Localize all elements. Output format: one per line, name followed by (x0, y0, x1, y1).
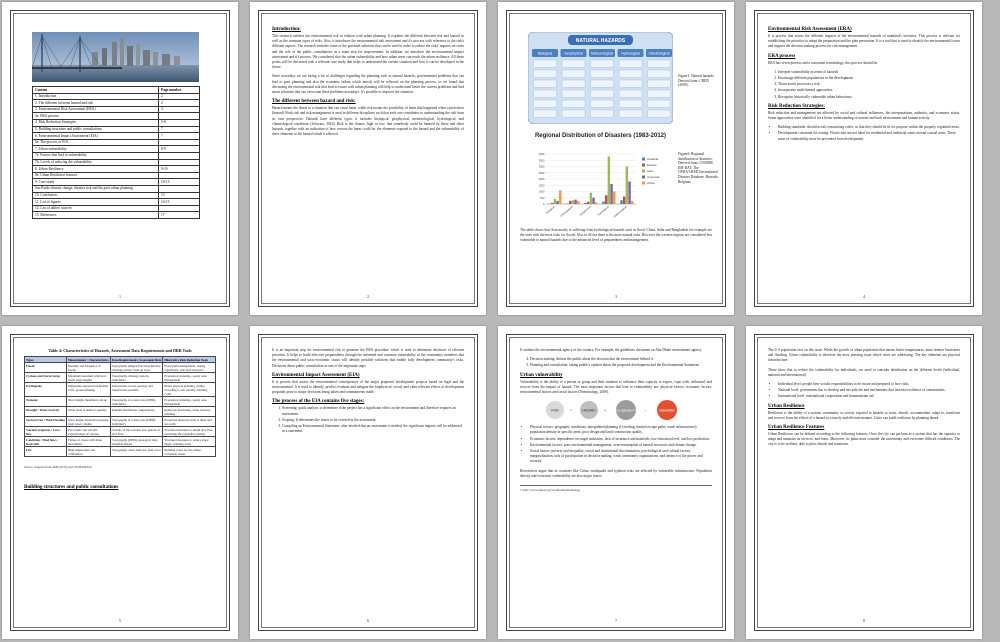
toc-entry: 7a. Factors that lead to vulnerability (33, 152, 159, 159)
toc-row (33, 126, 200, 133)
toc-body (33, 93, 200, 218)
section-heading: Urban vulnerability (520, 372, 563, 378)
legend-swatch (642, 176, 645, 179)
vulnerability-levels-list (768, 382, 960, 400)
table-cell: Water level of shallow aquifers (67, 407, 111, 417)
hazard-subtype-box (648, 70, 671, 78)
table-cell: Flood plain management, zoning regulations, structural measures (163, 363, 216, 373)
toc-page: 13 (159, 192, 200, 199)
table-header-cell: Illustrative Risk Reduction Tools (163, 357, 216, 363)
table-row (25, 407, 216, 417)
list-item: 5. Recognise historically vulnerable urban behaviours. (778, 95, 960, 100)
table-cell: Magnitude expressed on Richter scale, ground shaking (67, 383, 111, 397)
table-cell: Pyroclastic and ash fall, explosiveness of volcano (67, 427, 111, 437)
table-row (25, 363, 216, 373)
toc-entry: 6a. The process of EIA (33, 139, 159, 146)
page-number: 7 (615, 618, 617, 623)
table-cell: Topography, drainage pattern, bathymetry (111, 373, 163, 383)
paragraph: It is process that assess the different impacts of the environmental hazards of mankind's activities. This process is relevant for establishing the priorities to adopt the preparation and the plan prevention. It is a tool that is used to identify the environmental issues and support the decision making process for risk management. (768, 34, 960, 49)
legend-swatch (642, 182, 645, 185)
list-item: 2. Scoping: It determines the issues to be covered in the assessment. (282, 418, 464, 423)
table-header-cell: Measurement / Characteristics (68, 357, 109, 362)
hazard-subtype-box (534, 100, 557, 108)
y-tick-label: 3500 (538, 159, 545, 163)
table-title: Table 4: Characteristics of Hazards, Assessment Data Requirements and DRR Tools (48, 348, 192, 353)
hazard-subtype-box (562, 70, 585, 78)
hazard-subtype-box (648, 110, 671, 118)
chart-bar (613, 192, 615, 205)
toc-entry: Sao Paulo-climate change, disaster risk and the poor urban planning (33, 185, 159, 192)
paragraph: It is an important step for environmental risk to generate the ERA procedure which is used to determine decisions of relevant priorities. It helps to build effective preparedness through the informed and common vulnerability of the community members that the environmental and socio-economic status will identify possible solutions that enable fully development community's risks. Decisions about public consultation as one of the important steps. (272, 348, 464, 368)
page-6 (250, 326, 486, 639)
paragraph: The table shows that Asia mostly is suffering from hydrological hazards such as flood. China, India and Bangladesh for example are the ones with the most risks for floods. Also in Africa there is the most natural risks. However the western regions are considered less vulnerable to natural hazards due to the advanced level of preparedness and management. (520, 228, 712, 243)
table-cell: Better physical planning, zoning according to soil stability, building codes (163, 383, 216, 397)
toc-entry: 6. Environmental Impact Assessment (EIA) (33, 133, 159, 140)
times-sign: × (603, 407, 607, 413)
table-cell: Topography (DEM), geological data, landslide hazard (111, 437, 163, 447)
footnote: 1 https://www.unisdr.org/we/inform/terminology (520, 485, 712, 492)
table-cell: Structural measures to shield lava flow, restricting the population density (163, 427, 216, 437)
hazard-subtype-box (562, 110, 585, 118)
chart-bar (610, 184, 612, 204)
toc-row (33, 199, 200, 206)
toc-row (33, 119, 200, 126)
table-cell: Structural measures to reduce slope angle, retaining walls (163, 437, 216, 447)
table-cell: Landslides / Mud flows / Rock falls (25, 437, 67, 447)
table-cell: Rainwater harvesting, water resource planning (163, 407, 216, 417)
list-item: 3. Compiling an Environmental Statement: after decided that an assessment is needed, the significant impacts will be addressed in a statement. (282, 424, 464, 434)
hazard-subtype-box (591, 60, 614, 68)
table-row (25, 427, 216, 437)
y-tick-label: 1500 (538, 184, 545, 188)
hazard-subtype-box (648, 100, 671, 108)
chart-bar (626, 167, 628, 205)
toc-row (33, 152, 200, 159)
list-item: 4. Decision making: Inform the public about the decision that the environment behind it. (530, 357, 712, 362)
y-tick-label: 3000 (538, 165, 545, 169)
chart-bar (577, 201, 579, 204)
hazard-subtype-box (619, 110, 642, 118)
table-cell: Drought / Water Scarcity (25, 407, 67, 417)
table-body (25, 363, 216, 457)
toc-row (33, 185, 200, 192)
table-of-contents (32, 86, 200, 219)
toc-entry: 1. Introduction (33, 93, 159, 100)
list-item: • Individual level: people have to take responsibilities to be aware and prepared to face risks. (778, 382, 960, 387)
toc-row (33, 106, 200, 113)
hazard-subtype-box (534, 110, 557, 118)
paragraph: Researchers argue that in countries like China, earthquake and typhoon risks are affected by vulnerable infrastructure. Population density and economic vulnerability are also major issues. (520, 468, 712, 478)
section-heading: Urban Resilience (768, 403, 805, 409)
list-item: • Economic factors: dependence on single industries, lack of insurance and materials, low education level, and low production. (530, 437, 712, 442)
table-cell: Volcanic eruptions / Lava flow (25, 427, 67, 437)
toc-page: 8-9 (159, 146, 200, 153)
toc-page (159, 205, 200, 212)
table-cell: Building codes for fire safety, accessible routes (163, 447, 216, 457)
hazard-subtype-box (591, 70, 614, 78)
chart-bar (628, 182, 630, 205)
hazard-group-label: Meteorological (590, 51, 614, 56)
toc-row (33, 179, 200, 186)
table-cell: Tsunami (25, 397, 67, 407)
table-cell: Sea level rise / Tidal Flooding (25, 417, 67, 427)
chart-bar (572, 200, 574, 204)
x-tick-label: Meteorological (613, 205, 628, 219)
hazard-characteristics-table (24, 356, 216, 457)
table-row (25, 437, 216, 447)
section-heading: Environmental Risk Assessment (ERA) (768, 27, 852, 32)
figure1-caption: Figure1: Natural hazards. Derived from: CRED (2009). (678, 74, 715, 88)
paragraph: It is process that assess the environmental consequences of the major proposed development projects based on legal and the environmental. It is used to identify, predict, evaluate and mitigate the biophysical, social, and other relevant effects of development proposals prior to major decisions being taken and commitments made. (272, 379, 464, 395)
chart-bar (620, 200, 622, 204)
diagram-risk: RISK (551, 408, 559, 413)
legend-swatch (642, 164, 645, 167)
table-cell: Cyclone and Storm Surge (25, 373, 67, 383)
diagram-disaster: DISASTER (659, 408, 675, 413)
paragraph: The U.S population face on this issue. While the growth of urban population that means hotter temperatures, more intense hurricanes and flooding. Urban vulnerability is therefore the most pressing issue which cities are addressing. The key elements are physical infrastructure. (768, 348, 960, 363)
hazard-group-label: Hydrological (621, 51, 640, 56)
arrow-sign: → (643, 407, 647, 413)
toc-page (159, 159, 200, 166)
list-item: 2. Encourage different populations in the development. (778, 76, 960, 81)
chart-bar (554, 199, 556, 204)
toc-header-page: Page number (159, 87, 200, 94)
toc-page: 7 (159, 126, 200, 133)
legend-swatch (642, 170, 645, 173)
toc-entry: 8a. Urban Resilience features (33, 172, 159, 179)
list-item: 1. Interpret vulnerability in terms of hazards. (778, 70, 960, 75)
toc-page (159, 113, 200, 120)
table-row (25, 417, 216, 427)
paragraph: Since nowadays we are facing a lot of challenges regarding the planning such as natural hazards, governmental problems that can lead to poor planning and also the economic failure which mostly will be reflected on the planning process, so we found that discussing the environmental risk that lead to issues with urban planning will help to understand better the current problems and find smart solutions that can overcome these problems nowadays. It's possible to improve the situation. (272, 74, 464, 95)
x-tick-label: Biological (545, 205, 556, 215)
y-tick-label: 500 (540, 196, 545, 200)
chart-bar (569, 201, 571, 204)
chart-bar (574, 200, 576, 204)
cover-photo-city-skyline (32, 32, 199, 82)
toc-page: 7 (159, 133, 200, 140)
y-tick-label: 4000 (538, 153, 545, 156)
table-cell: Wave height, inundation run up (67, 397, 111, 407)
page-number: 8 (863, 618, 865, 623)
toc-entry: 10. Conclusion (33, 192, 159, 199)
toc-row (33, 166, 200, 173)
strategy-list (768, 125, 960, 142)
hazard-subtype-box (648, 90, 671, 98)
hazard-subtype-box (591, 80, 614, 88)
chart-bar (587, 202, 589, 204)
hazard-group-label: Biological (537, 51, 553, 56)
table-header-cell: Types (25, 357, 67, 363)
toc-page (159, 152, 200, 159)
vulnerability-equation-diagram (541, 399, 691, 421)
era-process-list (768, 70, 960, 100)
eia-stages-list (272, 406, 464, 434)
section-heading: The process of the EIA contains five stages: (272, 399, 365, 405)
page-1 (2, 2, 238, 315)
page-2 (250, 2, 486, 315)
list-item: • International level: international cooperation and humanitarian aid. (778, 394, 960, 399)
table-header-cell: Data Requirements; Assessment Risk (112, 357, 162, 362)
regional-disasters-chart (528, 150, 673, 220)
toc-row (33, 93, 200, 100)
vulnerability-factors-list (520, 425, 712, 464)
table-cell: Topography of coastal area (DEM), bathymetry (111, 397, 163, 407)
diagram-vulnerability: VULNERABILITY (615, 409, 637, 413)
table-cell: Protection measures such as dikes and sea walls (163, 417, 216, 427)
toc-entry: 3. Environmental Risk Assessment (ERA) (33, 106, 159, 113)
x-tick-label: Climatological (559, 205, 574, 218)
chart-title: Regional Distribution of Disasters (1983-2012) (534, 133, 667, 139)
hazard-subtype-box (591, 100, 614, 108)
toc-entry: 4. Risk Reduction Strategies (33, 119, 159, 126)
table-cell: Earthquake (25, 383, 67, 397)
list-item: 1. Screening: quick analysis to determine if the project has a significant effect on the environment and therefore requires an assessment. (282, 406, 464, 416)
toc-entry: 3a. ERA process (33, 113, 159, 120)
toc-row (33, 192, 200, 199)
table-cell: Floods (25, 363, 67, 373)
chart-bar (559, 190, 561, 204)
chart-bar (566, 204, 568, 205)
toc-entry: 12. List of tables/ sources (33, 205, 159, 212)
toc-page: 9-10 (159, 166, 200, 173)
toc-entry: 9. Case study (33, 179, 159, 186)
chart-bar (595, 203, 597, 205)
table-row (25, 383, 216, 397)
toc-entry: 11. List of figures (33, 199, 159, 206)
page-number: 4 (863, 294, 865, 299)
diagram-hazard: HAZARD (582, 408, 596, 413)
toc-entry: 7. Urban vulnerability (33, 146, 159, 153)
table-cell: Topography of coastal area (DEM), bathymetry (111, 417, 163, 427)
section-heading: Environmental Impact Assessment (EIA) (272, 372, 360, 378)
page-number: 2 (367, 294, 369, 299)
toc-row (33, 205, 200, 212)
page-5 (2, 326, 238, 639)
page-number: 6 (367, 618, 369, 623)
toc-page: 3 (159, 106, 200, 113)
toc-header-content: Content (33, 87, 159, 94)
y-tick-label: 1000 (538, 190, 545, 194)
hazard-group-label: Geophysical (564, 51, 583, 56)
diagram-title: NATURAL HAZARDS (575, 38, 626, 44)
hazard-subtype-box (619, 60, 642, 68)
y-tick-label: 2000 (538, 178, 545, 181)
toc-entry: 13. References (33, 212, 159, 219)
chart-bar (602, 202, 604, 205)
toc-entry: 2. The different between hazard and risk (33, 100, 159, 107)
hazard-subtype-box (619, 90, 642, 98)
hazard-subtype-box (619, 80, 642, 88)
toc-row (33, 212, 200, 219)
list-item: • Physical factors: geography conditions, unregulated planning (Crowding, limited escape paths, weak infrastructure); population density in specific areas, poor design and land construction quality. (530, 425, 712, 435)
chart-bar (631, 201, 633, 204)
toc-page: 10-13 (159, 179, 200, 186)
page-8 (746, 326, 982, 639)
toc-row (33, 113, 200, 120)
page-3 (498, 2, 734, 315)
toc-page (159, 185, 200, 192)
paragraph: Urban Resilience can be defined according to the following features: Once the city can perform as a system that has the capacity to adapt and maintain its services, and learn. Moreover, its plans must consider the uncertainty and overcome difficult conditions. The city is to be resilient, able to plan, absorb and transform. (768, 432, 960, 447)
hazard-subtype-box (534, 90, 557, 98)
toc-page: 5-6 (159, 119, 200, 126)
table-cell: Topography, wind, land use, land cover (111, 447, 163, 457)
list-item: • Building standards: should avoid constructing codes, so that they should be fit for purpose within the properly regulated areas. (778, 125, 960, 130)
section-heading: Introduction: (272, 27, 301, 32)
table-cell: Fire (25, 447, 67, 457)
toc-page: 2 (159, 100, 200, 107)
paragraph: Resilience is the ability of a system, community or society exposed to hazards to resist, absorb, accommodate, adapt to, transform and recover from the effects of a hazard in a timely and efficient manner. Cities can build resilience by planning ahead. (768, 410, 960, 420)
table-row (25, 373, 216, 383)
chart-bar (608, 157, 610, 205)
hazard-subtype-box (648, 80, 671, 88)
legend-entry: Africa (647, 181, 655, 185)
table-cell: Intensity and frequency of floods (67, 363, 111, 373)
toc-row (33, 172, 200, 179)
table-cell: Failure of slopes with mass movements (67, 437, 111, 447)
section-heading: Risk Reduction Strategies: (768, 103, 825, 109)
hazard-subtype-box (591, 110, 614, 118)
table-cell: Vicinity of the volcanic site, pattern of lava flow (111, 427, 163, 437)
y-tick-label: 2500 (538, 171, 545, 175)
table-cell: Rainfall distribution, temperatures (111, 407, 163, 417)
list-item: • Social factors: poverty and inequality, social and institutional discrimination, psychological and cultural factors, marginalization, lack of participation in decision making, weak community organisations, and absence of the power and security. (530, 449, 712, 465)
paragraph: This research outlines the environmental risk in relation with urban planning. It explains the different between risk and hazard as well as the common types of risks. Also, it introduces the environmental risk assessment and it's process with reference to the risk's different aspects. The research includes some of the potential solutions that can be used in order to reduce the risks' impacts on cities and the role of the public consultations as a main step for improvement. In addition, we introduce the environmental impact assessment and it's process. We considered also the urban vulnerability and how urban areas can reach the urban resilience. All these points will be discussed with a relevant case study that helps to understand the current situation and how it can be developed in the future. (272, 34, 464, 70)
table-cell: Evacuation planning, coastal zone management (163, 373, 216, 383)
hazard-group-label: Climatological (648, 51, 670, 56)
paragraph: Risk reduction and management are affected by social and cultural influences, the interpretations, authority, and economic status. Some approaches were identified for a better understanding of natural and built environment and human activity. (768, 110, 960, 121)
toc-row (33, 159, 200, 166)
section-heading: The different between hazard and risk: (272, 99, 356, 105)
toc-row (33, 100, 200, 107)
legend-entry: Europe (647, 163, 657, 167)
natural-hazards-diagram (528, 32, 673, 124)
hazard-subtype-box (562, 100, 585, 108)
toc-page: 17 (159, 212, 200, 219)
list-item: • Development constraint for zoning: Flood risks are not ideal for residential and industrial zones around coastal areas. These areas of vulnerability must be prevented from development. (778, 131, 960, 141)
chart-bar (551, 203, 553, 204)
chart-bar (592, 198, 594, 204)
x-tick-label: Hydrological (597, 205, 610, 217)
list-item: 4. Incorporates multi-hazard approaches. (778, 88, 960, 93)
list-item: 5. Planning and consultation: taking public's opinion about the proposed development and the Environmental Statement. (530, 363, 712, 368)
chart-bar (584, 203, 586, 204)
hazard-subtype-box (562, 90, 585, 98)
hazard-subtype-box (534, 60, 557, 68)
paragraph: It outlines the environmental agency of the country. For example, the guidelines document on Abu Dhabi environment agency. (520, 348, 702, 352)
legend-swatch (642, 158, 645, 161)
paragraph: Hazard means the threat or a situation that can cause harm, while risk means the possibility of harm that happened when a protection (hazard) Work risk and risk management is used in different disciplines such that each one contributes to understanding the risk from its own perspective. Hazards have different types, it includes biological, geophysical, meteorological, hydrological, and climatological conditions (Schwarz, 2016). Risk is the chance, high or low, that somebody could be harmed by these and other hazards, together with an indication of how serious the harm could be, the elements exposed to the hazard and the vulnerability of these elements to the hazard which it affected. (272, 106, 464, 137)
chart-bar (590, 193, 592, 204)
toc-page (159, 172, 200, 179)
x-tick-label: Geophysical (579, 205, 592, 217)
table-cell: Topography (Digital Elevation Model), drainage pattern; built up areas (111, 363, 163, 373)
chart-bar (556, 201, 558, 204)
list-item: 3. Those assets processes a risk. (778, 82, 960, 87)
toc-entry: 7b. Levels of reducing the vulnerability (33, 159, 159, 166)
page-7 (498, 326, 734, 639)
y-tick-label: 0 (543, 203, 545, 206)
toc-entry: 5. Building structures and public consultations (33, 126, 159, 133)
list-item: • National level: government has to develop and use policies and mechanisms that increase resilience of communities. (778, 388, 960, 393)
section-heading: ERA process (768, 53, 796, 59)
toc-row (33, 146, 200, 153)
page-number: 1 (119, 294, 121, 299)
paragraph: These show that to reduce the vulnerability for individuals, we need to consider distribution on the different levels (individual, national and international). (768, 367, 960, 377)
chart-bar (605, 195, 607, 204)
page-number: 5 (119, 618, 121, 623)
table-cell: Wave height, horizontal pressure from water column (68, 417, 109, 426)
table-cell: High temperature and combustion (67, 447, 111, 457)
hazard-subtype-box (534, 80, 557, 88)
hazard-subtype-box (591, 90, 614, 98)
hazard-subtype-box (619, 70, 642, 78)
chart-bar (623, 197, 625, 205)
table-source: Source: Adapted from ADB (2016) and UN-HABITAT (24, 465, 92, 469)
hazard-subtype-box (562, 60, 585, 68)
table-row (25, 397, 216, 407)
toc-entry: 8. Urban Resilience (33, 166, 159, 173)
legend-entry: Oceania (647, 157, 659, 161)
table-row (25, 447, 216, 457)
legend-entry: Americas (647, 175, 660, 179)
list-item: • Environmental factors: poor environmental management, overconsumption of natural resources and climate change. (530, 443, 712, 448)
eia-stages-list-continued (520, 357, 712, 368)
table-cell: Maximum sustained wind and storm surge heights (67, 373, 111, 383)
toc-page (159, 139, 200, 146)
hazard-subtype-box (562, 80, 585, 88)
hazard-subtype-box (619, 100, 642, 108)
page-4 (746, 2, 982, 315)
legend-entry: Asia (647, 169, 653, 173)
toc-row (33, 139, 200, 146)
equals-sign: = (569, 407, 573, 413)
paragraph: ERA has seven process and a consistent terminology, this process should be: (768, 60, 878, 65)
page-number: 3 (615, 294, 617, 299)
hazard-subtype-box (648, 60, 671, 68)
toc-row (33, 133, 200, 140)
toc-page: 2 (159, 93, 200, 100)
figure2-caption: Figure2: Regional distribution of disasters. Derived from: UNISDR EM-DAT: The OFDA/CRED International Disaster Database. Brussels, Belgium. (678, 152, 719, 184)
toc-page: 14-15 (159, 199, 200, 206)
paragraph: Vulnerability is the ability of a person or group and their situation to influence their capacity to expect, cope with, withstand, and recover from the impact of hazard. The most important factors that lead to vulnerability are: physical factors, economic factors, environmental factors and social factors (Terminology, 2009). (520, 379, 712, 395)
table-cell: Information on soil, geology and liquefaction potential (111, 383, 163, 397)
section-heading: Urban Resilience Features (768, 425, 825, 431)
hazard-subtype-box (534, 70, 557, 78)
toc-header-row (33, 87, 200, 94)
table-cell: Evacuation planning, coastal zone management (163, 397, 216, 407)
section-heading: Building structures and public consultations (24, 485, 119, 490)
